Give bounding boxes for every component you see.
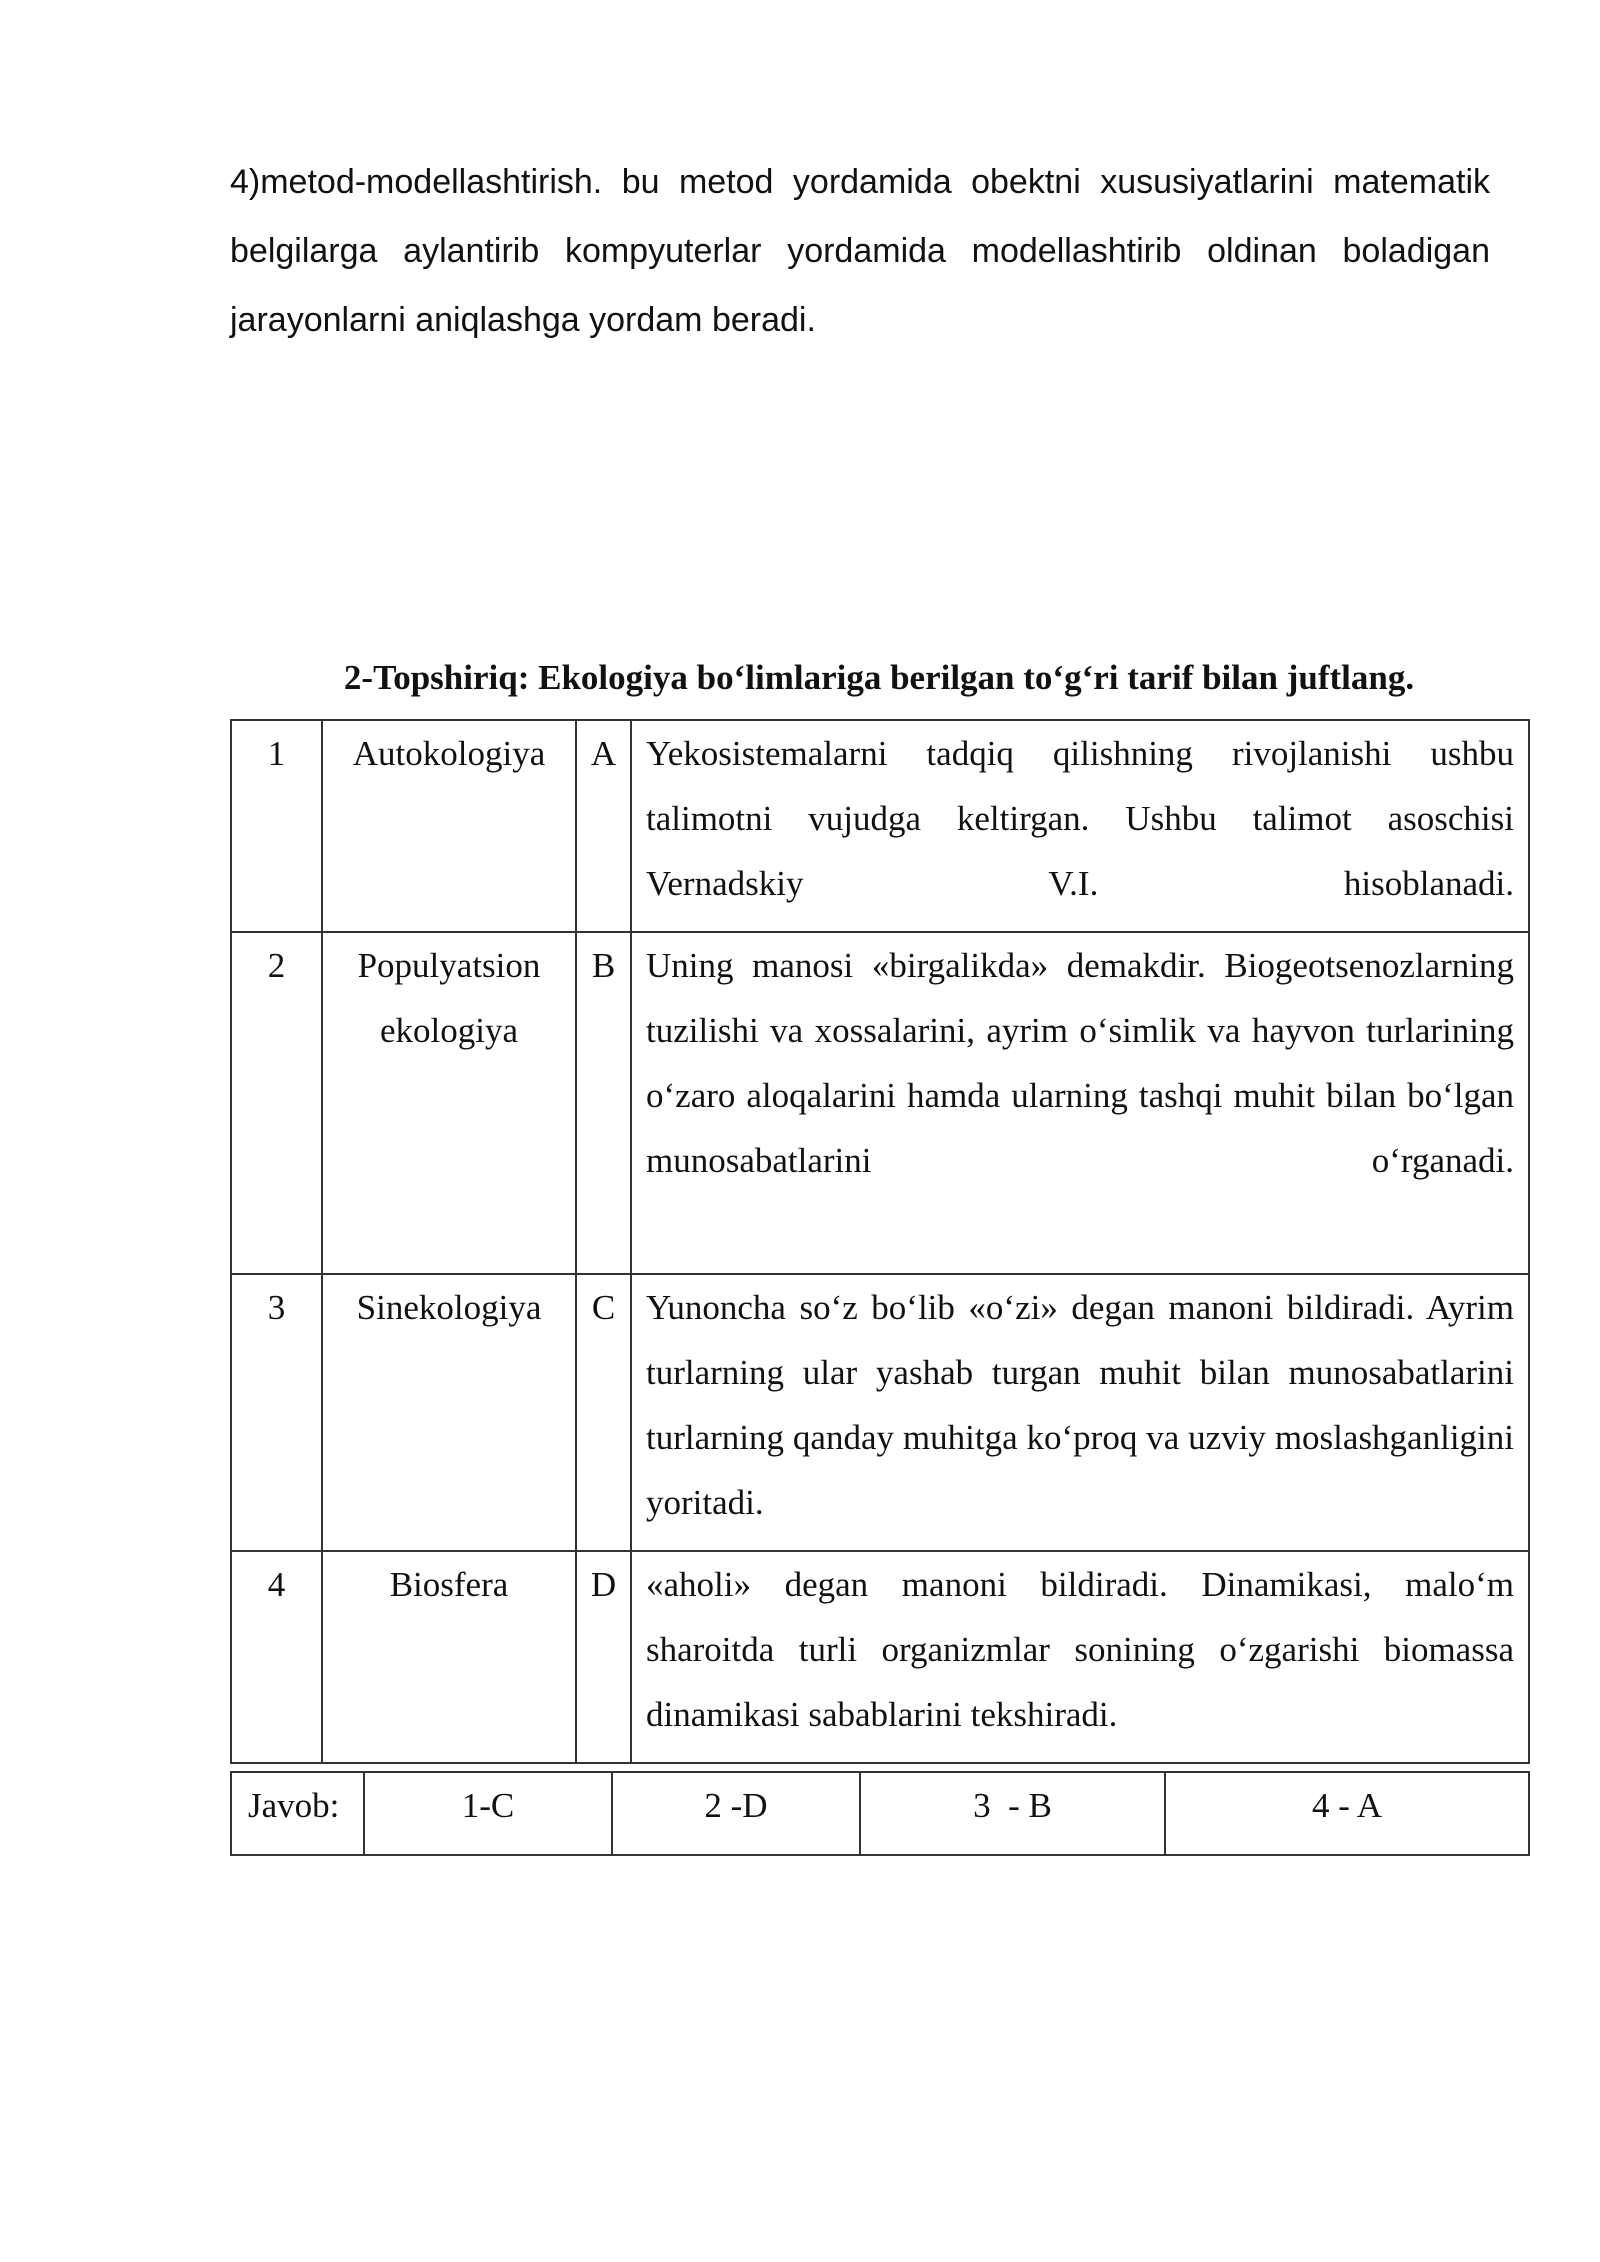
answer-table bbox=[230, 1771, 1530, 1856]
row-number: 1 bbox=[231, 720, 322, 932]
table-row bbox=[231, 1274, 1529, 1551]
task-title: 2-Topshiriq: Ekologiya bo‘limlariga berilgan to‘g‘ri tarif bilan juftlang. bbox=[343, 658, 1415, 697]
matching-table bbox=[230, 719, 1530, 1764]
term-cell: Sinekologiya bbox=[322, 1274, 576, 1551]
description-cell: «aholi» degan manoni bildiradi. Dinamikasi, malo‘m sharoitda turli organizmlar sonining o‘zgarishi biomassa dinamikasi sabablarini tekshiradi. bbox=[631, 1551, 1529, 1763]
answer-label: Javob: bbox=[231, 1772, 364, 1855]
table-row bbox=[231, 1551, 1529, 1763]
letter-cell: B bbox=[576, 932, 631, 1274]
letter-cell: C bbox=[576, 1274, 631, 1551]
row-number: 4 bbox=[231, 1551, 322, 1763]
letter-cell: A bbox=[576, 720, 631, 932]
answer-row bbox=[231, 1772, 1529, 1855]
answer-cell: 2 -D bbox=[612, 1772, 860, 1855]
description-cell: Yunoncha so‘z bo‘lib «o‘zi» degan manoni bildiradi. Ayrim turlarning ular yashab turgan muhit bilan munosabatlarini turlarning qanday muhitga ko‘proq va uzviy moslashganligini yoritadi. bbox=[631, 1274, 1529, 1551]
letter-cell: D bbox=[576, 1551, 631, 1763]
term-cell: Populyatsion ekologiya bbox=[322, 932, 576, 1274]
description-cell: Yekosistemalarni tadqiq qilishning rivojlanishi ushbu talimotni vujudga keltirgan. Ushbu talimot asoschisi Vernadskiy V.I. hisoblanadi. bbox=[631, 720, 1529, 932]
intro-paragraph: 4)metod-modellashtirish. bu metod yordamida obektni xususiyatlarini matematik belgilarga aylantirib kompyuterlar yordamida modellashtirib oldinan boladigan jarayonlarni aniqlashga yordam beradi. bbox=[230, 163, 1490, 339]
term-cell: Autokologiya bbox=[322, 720, 576, 932]
table-row bbox=[231, 932, 1529, 1274]
term-cell: Biosfera bbox=[322, 1551, 576, 1763]
row-number: 3 bbox=[231, 1274, 322, 1551]
answer-cell: 3 - B bbox=[860, 1772, 1165, 1855]
description-cell: Uning manosi «birgalikda» demakdir. Biogeotsenozlarning tuzilishi va xossalarini, ayrim o‘simlik va hayvon turlarining o‘zaro aloqalarini hamda ularning tashqi muhit bilan bo‘lgan munosabatlarini o‘rganadi. bbox=[631, 932, 1529, 1274]
answer-cell: 1-C bbox=[364, 1772, 612, 1855]
table-row bbox=[231, 720, 1529, 932]
row-number: 2 bbox=[231, 932, 322, 1274]
answer-cell: 4 - A bbox=[1165, 1772, 1529, 1855]
